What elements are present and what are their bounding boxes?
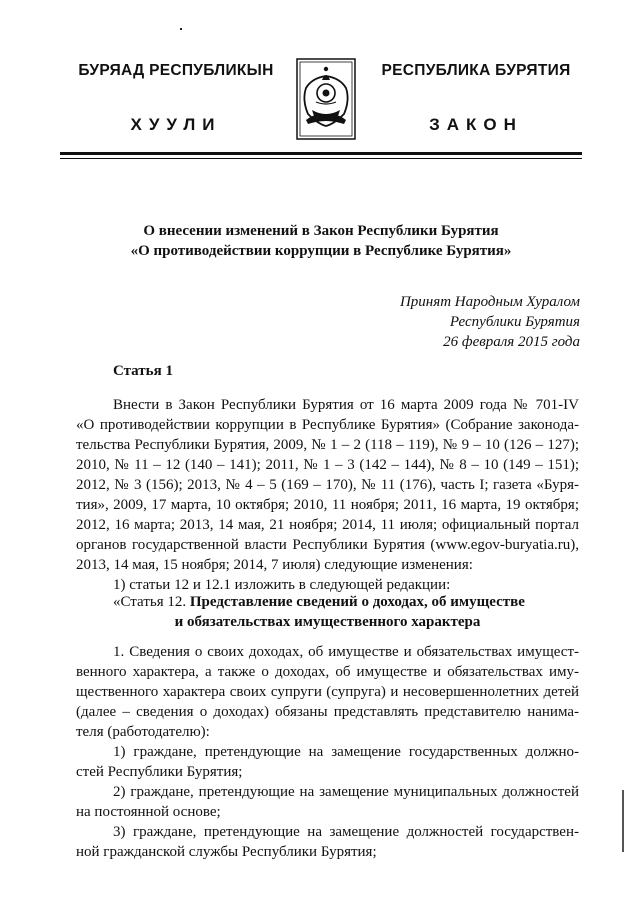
law-title-line2: «О противодействии коррупции в Республике Бурятия»	[130, 243, 512, 259]
article1-line: 1) статьи 12 и 12.1 изложить в следующей редакции:	[113, 577, 451, 593]
article12-heading	[76, 592, 579, 632]
header-right-type: ЗАКОН	[429, 115, 523, 134]
article12-line: теля (работодателю):	[76, 724, 210, 740]
article12-line: щественного характера своих супруги (супруга) и несовершеннолетних детей	[76, 684, 579, 700]
article1-line: 2010, № 11 – 12 (140 – 141); 2011, № 1 – 3 (142 – 144), № 8 – 10 (149 – 151);	[76, 457, 579, 473]
article12-line: 1) граждане, претендующие на замещение государственных должно-	[113, 744, 579, 760]
article1-line: 2013, 14 мая, 15 ноября; 2014, 7 июля) следующие изменения:	[76, 557, 473, 573]
adoption-note	[400, 292, 580, 352]
article1-line: Внести в Закон Республики Бурятия от 16 марта 2009 года № 701-IV	[113, 397, 579, 413]
law-title-line1: О внесении изменений в Закон Республики Бурятия	[143, 223, 499, 239]
article1-line: 2012, 16 марта; 2013, 14 мая, 21 ноября; 2014, 11 июля; официальный портал	[76, 517, 579, 533]
adoption-line2: Республики Бурятия	[449, 314, 580, 330]
article1-line: тельства Республики Бурятия, 2009, № 1 – 2 (118 – 119), № 9 – 10 (126 – 127);	[76, 437, 579, 453]
article12-line: на постоянной основе;	[76, 804, 221, 820]
header-rule-thin	[60, 158, 582, 159]
article12-line: ной гражданской службы Республики Бурятия;	[76, 844, 377, 860]
article1-line: «О противодействии коррупции в Республике Бурятия» (Собрание законода-	[76, 417, 579, 433]
adoption-line1: Принят Народным Хуралом	[399, 294, 580, 310]
article12-line: 2) граждане, претендующие на замещение муниципальных должностей	[113, 784, 579, 800]
article12-prefix: «Статья 12.	[113, 594, 187, 610]
scan-speck	[180, 28, 182, 30]
article1-line: 2012, № 3 (156); 2013, № 4 – 5 (169 – 170), № 11 (176), часть I; газета «Буря-	[76, 477, 579, 493]
article1-heading: Статья 1	[113, 363, 173, 379]
law-title	[60, 221, 582, 261]
article12-line: (далее – сведения о доходах) обязаны представлять представителю нанима-	[76, 704, 579, 720]
article12-line: стей Республики Бурятия;	[76, 764, 243, 780]
article12-line: 1. Сведения о своих доходах, об имуществе и обязательствах имущест-	[113, 644, 579, 660]
article1-line: органов государственной власти Республики Бурятия (www.egov-buryatia.ru),	[76, 537, 579, 553]
coat-of-arms-icon	[294, 56, 358, 142]
header-rule-thick	[60, 152, 582, 155]
scan-edge-mark	[622, 790, 624, 852]
article12-line: венного характера, а также о доходах, об имуществе и обязательствах иму-	[76, 664, 579, 680]
article12-line: 3) граждане, претендующие на замещение должностей государствен-	[113, 824, 579, 840]
article12-title-line2: и обязательствах имущественного характера	[174, 614, 481, 630]
header-left-name: БУРЯАД РЕСПУБЛИКЫН	[78, 62, 274, 79]
adoption-date: 26 февраля 2015 года	[443, 334, 580, 350]
article1-line: тия», 2009, 17 марта, 10 октября; 2010, 11 ноября; 2011, 16 марта, 19 октября;	[76, 497, 579, 513]
header-left-type: ХУУЛИ	[130, 115, 222, 134]
article12-title-line1: Представление сведений о доходах, об имуществе	[189, 594, 525, 610]
header-right-name: РЕСПУБЛИКА БУРЯТИЯ	[381, 62, 571, 79]
